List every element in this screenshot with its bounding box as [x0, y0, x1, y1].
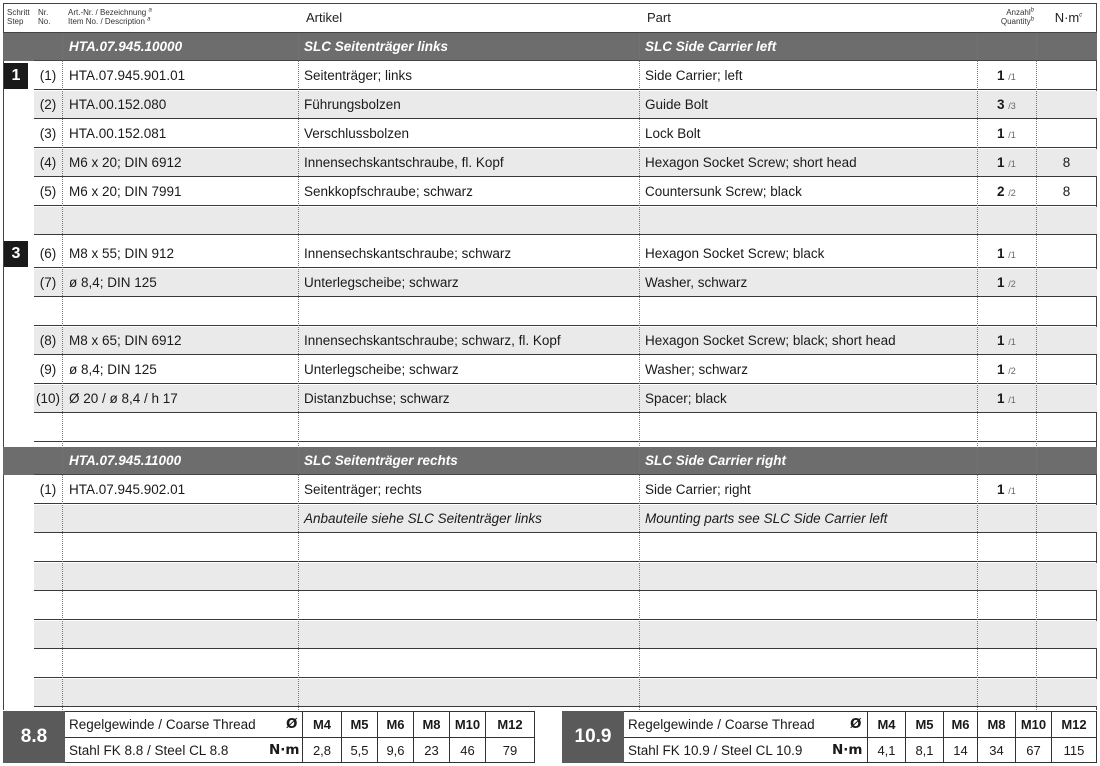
footnote-a: a	[147, 16, 151, 23]
description-de: Innensechskantschraube; schwarz	[304, 246, 512, 261]
footnote-b: b	[1030, 16, 1034, 23]
torque-value	[1037, 269, 1096, 297]
torque-m10: 67	[1015, 738, 1051, 763]
description-de: Verschlussbolzen	[304, 126, 410, 141]
size-m10: M10	[1015, 712, 1051, 737]
item-number: M8 x 65; DIN 6912	[69, 333, 182, 348]
description-en: Side Carrier; left	[645, 68, 743, 83]
size-m8: M8	[977, 712, 1015, 737]
grade-badge-10-9: 10.9	[562, 711, 624, 763]
item-number: M6 x 20; DIN 7991	[69, 184, 182, 199]
torque-m8: 23	[413, 738, 449, 763]
quantity-label-en: Quantity	[1000, 17, 1031, 26]
empty-row	[34, 207, 1097, 235]
torque-column-header	[1039, 4, 1098, 32]
size-m5: M5	[905, 712, 943, 737]
description-en: Washer; schwarz	[645, 362, 749, 377]
description-en: Countersunk Screw; black	[645, 184, 802, 199]
row-number: (2)	[39, 97, 57, 112]
table-row	[34, 91, 1097, 119]
description-en: Spacer; black	[645, 391, 727, 406]
item-number: HTA.00.152.080	[69, 97, 167, 112]
group-item-number: HTA.07.945.10000	[69, 39, 183, 54]
quantity: 1 /1	[997, 68, 1016, 83]
description-de: Senkkopfschraube; schwarz	[304, 184, 473, 199]
size-m12: M12	[1051, 712, 1096, 737]
diameter-symbol: Ø	[850, 716, 862, 732]
column-divider	[977, 33, 978, 710]
item-column-header	[63, 4, 299, 32]
note-de: Anbauteile siehe SLC Seitenträger links	[304, 511, 542, 526]
group-title-de: SLC Seitenträger links	[304, 39, 449, 54]
description-en: Guide Bolt	[645, 97, 709, 112]
grade-badge-8-8: 8.8	[3, 711, 65, 763]
column-divider	[298, 33, 299, 710]
step-label-en: Step	[7, 17, 24, 26]
column-divider	[62, 33, 63, 710]
torque-m4: 2,8	[302, 738, 341, 763]
torque-m12: 115	[1051, 738, 1096, 763]
torque-table-10-9	[624, 711, 1097, 763]
row-number: (3)	[39, 126, 57, 141]
quantity: 3 /3	[997, 97, 1016, 112]
torque-m5: 5,5	[341, 738, 377, 763]
quantity-column-header	[980, 4, 1038, 32]
step-badge: 3	[4, 241, 28, 267]
description-de: Seitenträger; links	[304, 68, 413, 83]
row-number: (7)	[39, 275, 57, 290]
column-divider	[1036, 33, 1037, 710]
quantity: 1 /2	[997, 362, 1016, 377]
quantity: 1 /1	[997, 126, 1016, 141]
quantity: 2 /2	[997, 184, 1016, 199]
thread-label: Regelgewinde / Coarse Thread	[69, 717, 256, 732]
torque-value	[1037, 62, 1096, 90]
size-m8: M8	[413, 712, 449, 737]
empty-row	[34, 592, 1097, 620]
item-label-en: Item No. / Description	[68, 17, 145, 26]
description-en: Hexagon Socket Screw; short head	[645, 155, 857, 170]
table-row	[34, 385, 1097, 413]
steel-label: Stahl FK 10.9 / Steel CL 10.9	[628, 743, 803, 758]
footnote-a: a	[148, 7, 152, 14]
row-number: (1)	[39, 482, 57, 497]
group-item-number: HTA.07.945.11000	[69, 453, 182, 468]
empty-row	[34, 298, 1097, 326]
item-number: HTA.07.945.901.01	[69, 68, 186, 83]
row-number: (1)	[39, 68, 57, 83]
item-number: HTA.00.152.081	[69, 126, 167, 141]
size-m5: M5	[341, 712, 377, 737]
part-column-header: Part	[647, 10, 671, 25]
torque-value	[1037, 120, 1096, 148]
step-column-group-band	[3, 447, 34, 475]
description-de: Innensechskantschraube, fl. Kopf	[304, 155, 504, 170]
nr-column-header	[34, 4, 62, 32]
torque-unit: N·m	[269, 742, 300, 758]
torque-value	[1037, 385, 1096, 413]
footnote-b: b	[1030, 7, 1034, 14]
nr-label-en: No.	[38, 17, 51, 26]
table-row	[34, 327, 1097, 355]
torque-value	[1037, 476, 1096, 504]
torque-value	[1037, 327, 1096, 355]
empty-row	[34, 534, 1097, 562]
torque-unit: N·m	[832, 742, 863, 758]
column-divider	[639, 33, 640, 710]
description-de: Innensechskantschraube; schwarz, fl. Kopf	[304, 333, 561, 348]
quantity: 1 /1	[997, 246, 1016, 261]
torque-m6: 9,6	[377, 738, 413, 763]
item-number: M8 x 55; DIN 912	[69, 246, 175, 261]
nr-label-de: Nr.	[38, 8, 49, 17]
table-header	[3, 3, 1097, 33]
group-title-en: SLC Side Carrier left	[645, 39, 777, 54]
size-m4: M4	[867, 712, 905, 737]
table-row	[34, 476, 1097, 504]
row-number: (6)	[39, 246, 57, 261]
group-title-de: SLC Seitenträger rechts	[304, 453, 458, 468]
quantity: 1 /2	[997, 275, 1016, 290]
torque-m4: 4,1	[867, 738, 905, 763]
empty-row	[34, 650, 1097, 678]
empty-row	[34, 414, 1097, 442]
empty-row	[34, 679, 1097, 707]
quantity: 1 /1	[997, 333, 1016, 348]
table-row	[34, 178, 1097, 206]
size-m12: M12	[485, 712, 534, 737]
table-row	[34, 62, 1097, 90]
note-en: Mounting parts see SLC Side Carrier left	[645, 511, 888, 526]
step-column	[3, 33, 34, 710]
empty-row	[34, 621, 1097, 649]
quantity: 1 /1	[997, 391, 1016, 406]
step-column-group-band	[3, 33, 34, 61]
item-label-de: Art.-Nr. / Bezeichnung	[68, 8, 147, 17]
description-de: Unterlegscheibe; schwarz	[304, 362, 459, 377]
artikel-column-header: Artikel	[306, 10, 343, 25]
group-row	[34, 447, 1097, 475]
step-column-header	[4, 4, 33, 32]
item-number: ø 8,4; DIN 125	[69, 275, 157, 290]
group-title-en: SLC Side Carrier right	[645, 453, 787, 468]
description-en: Lock Bolt	[645, 126, 701, 141]
row-number: (4)	[39, 155, 57, 170]
size-m6: M6	[377, 712, 413, 737]
description-de: Führungsbolzen	[304, 97, 401, 112]
torque-label: N·m	[1054, 10, 1080, 25]
torque-m8: 34	[977, 738, 1015, 763]
torque-value	[1037, 356, 1096, 384]
table-row	[34, 240, 1097, 268]
description-de: Distanzbuchse; schwarz	[304, 391, 450, 406]
size-m10: M10	[449, 712, 485, 737]
row-number: (5)	[39, 184, 57, 199]
quantity: 1 /1	[997, 482, 1016, 497]
diameter-symbol: Ø	[286, 716, 298, 732]
quantity-label-de: Anzahl	[1006, 8, 1031, 17]
row-number: (9)	[39, 362, 57, 377]
note-row	[34, 505, 1097, 533]
row-number: (10)	[36, 391, 61, 406]
step-label-de: Schritt	[7, 8, 30, 17]
description-en: Side Carrier; right	[645, 482, 751, 497]
size-m4: M4	[302, 712, 341, 737]
item-number: ø 8,4; DIN 125	[69, 362, 157, 377]
torque-value	[1037, 91, 1096, 119]
thread-label: Regelgewinde / Coarse Thread	[628, 717, 815, 732]
table-row	[34, 149, 1097, 177]
item-number: M6 x 20; DIN 6912	[69, 155, 182, 170]
torque-value	[1037, 240, 1096, 268]
table-row	[34, 269, 1097, 297]
table-row	[34, 120, 1097, 148]
torque-m5: 8,1	[905, 738, 943, 763]
quantity: 1 /1	[997, 155, 1016, 170]
torque-table-8-8	[65, 711, 535, 763]
description-en: Hexagon Socket Screw; black; short head	[645, 333, 896, 348]
row-number: (8)	[39, 333, 57, 348]
description-de: Seitenträger; rechts	[304, 482, 422, 497]
torque-value: 8	[1062, 184, 1071, 199]
torque-value: 8	[1062, 155, 1071, 170]
step-badge: 1	[4, 63, 28, 89]
steel-label: Stahl FK 8.8 / Steel CL 8.8	[69, 743, 229, 758]
empty-row	[34, 563, 1097, 591]
item-number: Ø 20 / ø 8,4 / h 17	[69, 391, 178, 406]
torque-m10: 46	[449, 738, 485, 763]
torque-m12: 79	[485, 738, 534, 763]
item-number: HTA.07.945.902.01	[69, 482, 186, 497]
table-row	[34, 356, 1097, 384]
description-de: Unterlegscheibe; schwarz	[304, 275, 459, 290]
footnote-c: c	[1079, 12, 1083, 19]
group-row	[34, 33, 1097, 61]
size-m6: M6	[943, 712, 977, 737]
description-en: Washer, schwarz	[645, 275, 748, 290]
description-en: Hexagon Socket Screw; black	[645, 246, 825, 261]
torque-m6: 14	[943, 738, 977, 763]
